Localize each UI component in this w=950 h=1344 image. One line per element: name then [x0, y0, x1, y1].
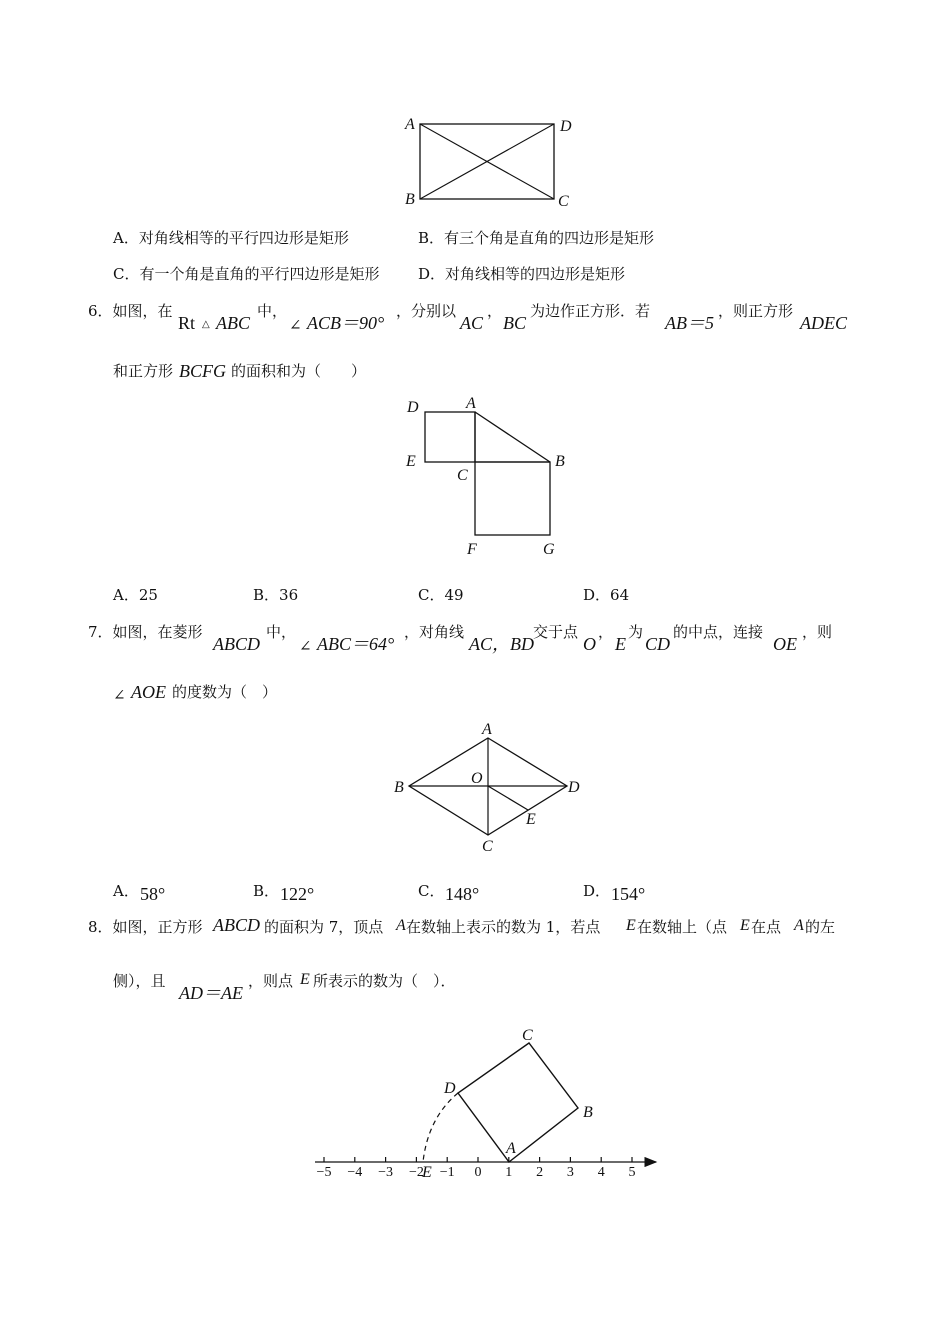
- q6-s2: ，分别以: [396, 302, 457, 320]
- q8-s3: 在数轴上（点: [637, 918, 728, 936]
- q8-abcd: ABCD: [213, 915, 260, 935]
- q6-line2-post: 的面积和为（ ）: [231, 362, 367, 380]
- label-a: A: [405, 116, 415, 133]
- q6-ab: AB＝5: [665, 313, 714, 333]
- label-c: C: [457, 467, 468, 484]
- q6-s1: 中，: [257, 302, 288, 320]
- q6-bc: BC: [503, 313, 527, 333]
- q6-abc: ABC: [216, 313, 250, 333]
- q5-option-c: C．有一个角是直角的平行四边形是矩形: [113, 265, 380, 283]
- q6-option-a: A．25: [113, 586, 158, 604]
- axis-ticks: [317, 1157, 636, 1180]
- q8-e2: E: [740, 917, 750, 934]
- tick-label: 0: [474, 1165, 482, 1180]
- q6-option-c: C．49: [418, 586, 464, 604]
- q7-option-c-value: 148°: [445, 884, 480, 904]
- tick-label: −2: [408, 1165, 424, 1180]
- q7-s3: 交于点: [533, 623, 579, 641]
- label-o: O: [471, 770, 483, 787]
- label-c: C: [558, 193, 569, 210]
- tick-label: 2: [536, 1165, 544, 1180]
- q7-option-b-value: 122°: [280, 884, 315, 904]
- q8-line2-pre: 侧），且: [113, 972, 166, 990]
- tick-label: −3: [378, 1165, 394, 1180]
- q8-s5: 的左: [805, 918, 836, 936]
- q6-rt: Rt: [178, 313, 196, 333]
- label-d: D: [407, 399, 419, 416]
- q7-angle-expr: ABC＝64°: [317, 634, 395, 654]
- q6-comma: ，: [487, 302, 503, 320]
- q8-s2: 在数轴上表示的数为 1，若点: [406, 918, 601, 936]
- q7-s4: 为: [628, 623, 644, 641]
- tick-label: 1: [505, 1165, 513, 1180]
- q6-ac: AC: [460, 313, 484, 333]
- q8-eq: AD＝AE: [179, 983, 243, 1003]
- q8-e1: E: [626, 917, 636, 934]
- label-g: G: [543, 541, 555, 558]
- label-d: D: [444, 1080, 456, 1097]
- tick-label: 4: [597, 1165, 605, 1180]
- label-d: D: [560, 118, 572, 135]
- q6-s4: ，则正方形: [718, 302, 794, 320]
- label-f: F: [467, 541, 477, 558]
- label-d: D: [568, 779, 580, 796]
- q8-a2: A: [794, 917, 804, 934]
- q7-s6: ，则: [802, 623, 833, 641]
- q7-line2-angle: ∠: [113, 686, 126, 704]
- tick-label: −5: [316, 1165, 332, 1180]
- q7-number: 7．如图，在菱形: [88, 623, 203, 641]
- q6-s3: 为边作正方形．若: [530, 302, 651, 320]
- tick-label: −1: [439, 1165, 455, 1180]
- q7-option-a-value: 58°: [140, 884, 166, 904]
- q8-number: 8．如图，正方形: [88, 918, 203, 936]
- q7-e: E: [615, 634, 626, 654]
- q7-s1: 中，: [266, 623, 297, 641]
- q7-option-b-label: B．: [253, 882, 280, 900]
- q7-comma: ，: [598, 623, 614, 641]
- q6-number: 6．如图，在: [88, 302, 173, 320]
- label-b: B: [394, 779, 404, 796]
- q6-option-d: D．64: [583, 586, 630, 604]
- label-e: E: [526, 811, 536, 828]
- tick-label: 3: [566, 1165, 574, 1180]
- q6-adec: ADEC: [800, 313, 847, 333]
- q6-angle: ∠: [289, 316, 302, 334]
- label-b: B: [405, 191, 415, 208]
- q8-line2-end: 所表示的数为（ ）．: [313, 972, 456, 990]
- label-e: E: [406, 453, 416, 470]
- q6-triangle: △: [202, 319, 210, 330]
- q5-option-b: B．有三个角是直角的四边形是矩形: [418, 229, 655, 247]
- tick-label: −4: [347, 1165, 363, 1180]
- q7-s2: ，对角线: [404, 623, 465, 641]
- q5-option-a: A．对角线相等的平行四边形是矩形: [113, 229, 349, 247]
- q7-abcd: ABCD: [213, 634, 260, 654]
- q6-bcfg: BCFG: [179, 361, 226, 381]
- q8-line2-post: ，则点: [248, 972, 294, 990]
- q8-s4: 在点: [751, 918, 782, 936]
- q7-option-a-label: A．: [113, 882, 139, 900]
- q7-option-d-value: 154°: [611, 884, 646, 904]
- label-a: A: [466, 395, 476, 412]
- q7-option-c-label: C．: [418, 882, 445, 900]
- q8-a1: A: [396, 917, 406, 934]
- q7-line2-post: 的度数为（ ）: [172, 683, 278, 701]
- q7-diags: AC，BD: [469, 634, 534, 654]
- q7-line2-aoe: AOE: [131, 682, 166, 702]
- q5-option-d: D．对角线相等的四边形是矩形: [418, 265, 626, 283]
- q7-option-d-label: D．: [583, 882, 611, 900]
- label-e: E: [422, 1164, 432, 1181]
- q7-oe: OE: [773, 634, 797, 654]
- q6-angle-expr: ACB＝90°: [307, 313, 385, 333]
- q6-line2-pre: 和正方形: [113, 362, 174, 380]
- label-b: B: [555, 453, 565, 470]
- label-c: C: [522, 1027, 533, 1044]
- label-a: A: [482, 721, 492, 738]
- q7-cd: CD: [645, 634, 671, 654]
- q6-option-b: B．36: [253, 586, 299, 604]
- q8-s1: 的面积为 7，顶点: [264, 918, 384, 936]
- tick-label: 5: [628, 1165, 636, 1180]
- label-a: A: [506, 1140, 516, 1157]
- q8-e3: E: [300, 971, 310, 988]
- q7-s5: 的中点，连接: [673, 623, 764, 641]
- label-b: B: [583, 1104, 593, 1121]
- label-c: C: [482, 838, 493, 855]
- q7-o: O: [583, 634, 596, 654]
- q7-angle: ∠: [299, 637, 312, 655]
